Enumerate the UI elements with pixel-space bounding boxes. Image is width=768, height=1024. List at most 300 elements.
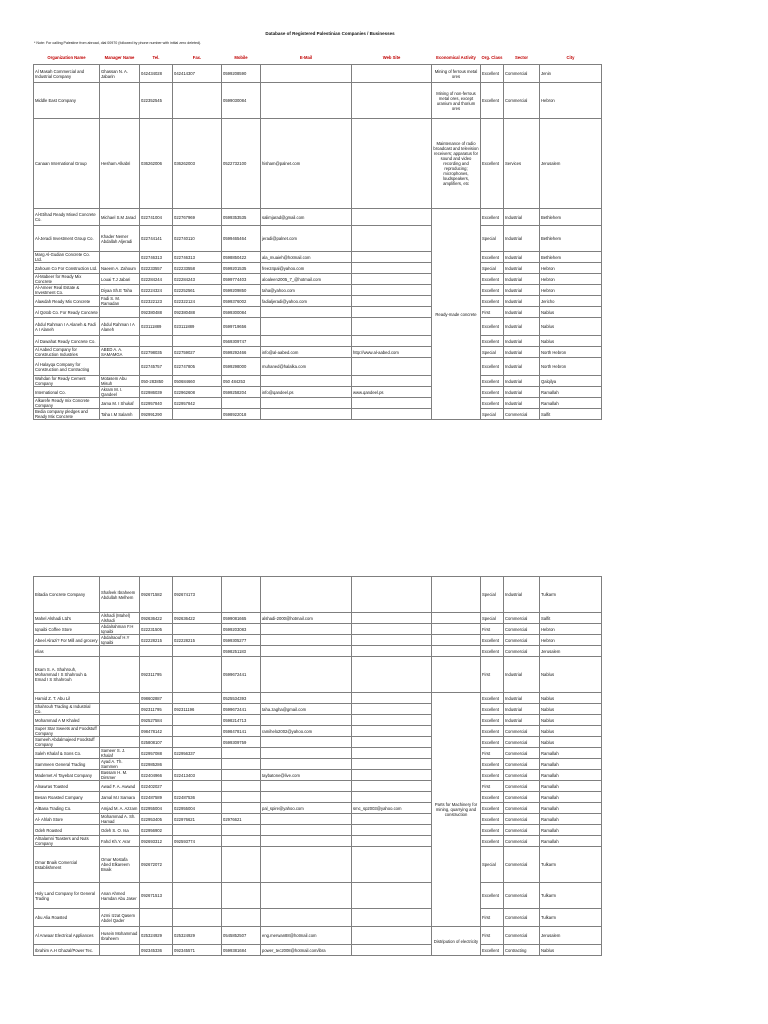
cell-email [261,646,352,657]
cell-fax: 092636422 [173,613,222,624]
cell-city: Tulkarm [540,883,602,909]
cell-fax: 025324929 [173,927,222,945]
cell-website [352,657,432,693]
cell-tel: 022741004 [140,209,173,226]
cell-website [352,285,432,296]
cell-tel: 042434028 [140,65,173,83]
cell-email: hisham@palnet.com [261,119,352,209]
cell-mobile [222,781,261,792]
cell-tel: 022402027 [140,781,173,792]
cell-manager-name: Husein Mohammad Ibraheem [100,927,140,945]
col-city: City [566,54,575,60]
cell-fax [173,781,222,792]
table-row [34,945,602,956]
cell-org-name: Alkarefe Ready mix Concrete Company [34,398,100,409]
cell-fax: 022746313 [173,252,222,263]
cell-website [352,274,432,285]
table-row [34,635,602,646]
cell-fax: 036262003 [173,119,222,209]
cell-org-class: Excellent [481,737,504,748]
cell-mobile [222,748,261,759]
cell-sector: Commercial [504,759,540,770]
cell-city: Jerusalem [540,646,602,657]
cell-org-class: Excellent [481,65,504,83]
cell-org-name: Al-Mabeer for Ready Mix Concrete [34,274,100,285]
cell-org-name: Hamid Z. T. Abu Lil [34,693,100,704]
cell-mobile: 0598850422 [222,252,261,263]
table-row [34,715,602,726]
cell-manager-name: Amjad M. A. Azzam [100,803,140,814]
cell-email [261,825,352,836]
cell-sector: Commercial [504,748,540,759]
cell-manager-name [100,715,140,726]
cell-manager-name [100,358,140,376]
cell-mobile: 0598922018 [222,409,261,420]
cell-city: North Hebron [540,358,602,376]
cell-org-class: Excellent [481,83,504,119]
cell-org-name: Al-Jeradi Investment Group Co. [34,226,100,252]
cell-org-class: Excellent [481,387,504,398]
cell-city: Hebron [540,274,602,285]
cell-fax: 022233558 [173,263,222,274]
table-row [34,814,602,825]
cell-website [352,781,432,792]
cell-org-class: Special [481,409,504,420]
cell-org-name: Mohammad A M Khaled [34,715,100,726]
table-row [34,387,602,398]
cell-manager-name: ABED A. A. SAMAMGA [100,347,140,358]
table-row [34,624,602,635]
cell-email: jeradi@palnet.com [261,226,352,252]
cell-website [352,646,432,657]
cell-sector: Industrial [504,318,540,336]
cell-website [352,945,432,956]
cell-org-name: Besan Roasted Company [34,792,100,803]
cell-website [352,307,432,318]
cell-manager-name: Abdalraouf H.Y Iqnaibi [100,635,140,646]
cell-city: Bethlehem [540,252,602,263]
cell-email: aloaleen2005_7_@hotmail.com [261,274,352,285]
cell-email [261,318,352,336]
cell-website [352,624,432,635]
cell-tel: 022746313 [140,252,173,263]
col-website: Web Site [382,54,401,60]
cell-tel: 022231505 [140,624,173,635]
cell-mobile: 050 484253 [222,376,261,387]
cell-email [261,577,352,613]
cell-city: Tulkarm [540,909,602,927]
cell-org-class: First [481,927,504,945]
cell-mobile [222,792,261,803]
cell-email [261,909,352,927]
cell-org-class: First [481,909,504,927]
cell-sector: Commercial [504,65,540,83]
table-row [34,836,602,847]
cell-tel [140,646,173,657]
cell-manager-name [100,336,140,347]
table-row [34,825,602,836]
cell-tel: 022956902 [140,825,173,836]
cell-email [261,336,352,347]
cell-mobile [222,883,261,909]
table-row [34,759,602,770]
cell-website [352,613,432,624]
cell-email: ramihelo2002@yahoo.com [261,726,352,737]
cell-sector: Commercial [504,825,540,836]
cell-city: Hebron [540,635,602,646]
cell-mobile: 0599774403 [222,274,261,285]
cell-org-name: Canaan International Group [34,119,100,209]
cell-sector: Industrial [504,336,540,347]
cell-email [261,65,352,83]
cell-website [352,759,432,770]
cell-org-class: First [481,307,504,318]
cell-fax: 092380488 [173,307,222,318]
cell-activity-merged: Distripution of electricity [432,927,481,956]
cell-manager-name: Odeh S. O. Isa [100,825,140,836]
cell-sector: Industrial [504,358,540,376]
cell-activity: Mining of ferrous metal ores [432,65,481,83]
cell-website [352,770,432,781]
cell-activity-merged: Ready-made concrete [432,209,481,420]
cell-org-name: Abdul Rahman I A Alaneh & Fadi A I Alaneh [34,318,100,336]
cell-email [261,847,352,883]
table-row [34,398,602,409]
cell-tel: 092671513 [140,883,173,909]
cell-sector: Commercial [504,737,540,748]
cell-sector: Industrial [504,263,540,274]
cell-org-class: Excellent [481,693,504,704]
cell-city: Ramallah [540,825,602,836]
cell-tel: 022224324 [140,285,173,296]
cell-tel: 092636422 [140,613,173,624]
cell-sector: Commercial [504,814,540,825]
cell-org-name: Sammeen General Trading [34,759,100,770]
cell-sector: Industrial [504,347,540,358]
table-row [34,748,602,759]
table-row [34,704,602,715]
cell-website: www.qandeel.ps [352,387,432,398]
cell-sector: Industrial [504,577,540,613]
cell-email: taha@yahoo.com [261,285,352,296]
cell-website [352,737,432,748]
cell-sector: Commercial [504,613,540,624]
cell-activity [432,635,481,646]
cell-website [352,635,432,646]
cell-city: Ramallah [540,387,602,398]
cell-tel: 098478142 [140,726,173,737]
cell-manager-name [100,737,140,748]
cell-fax: 022976621 [173,814,222,825]
cell-manager-name: Fahd Kh.Y. Arar [100,836,140,847]
cell-mobile [222,836,261,847]
cell-fax [173,409,222,420]
cell-email: eng.merwan88@hotmail.com [261,927,352,945]
cell-org-class: Excellent [481,252,504,263]
cell-tel: 092693312 [140,836,173,847]
cell-tel: 022404966 [140,770,173,781]
cell-email [261,737,352,748]
cell-email [261,792,352,803]
cell-tel: 022957840 [140,398,173,409]
cell-tel: 098602887 [140,693,173,704]
cell-fax [173,83,222,119]
table-row [34,285,602,296]
cell-org-name: Al-Etihad Ready Mixed Concrete Co. [34,209,100,226]
cell-org-class: Excellent [481,646,504,657]
cell-tel: 036262006 [140,119,173,209]
cell-manager-name: Awad F. A. Awwad [100,781,140,792]
cell-sector: Industrial [504,693,540,704]
table-row [34,252,602,263]
cell-city: Nablus [540,704,602,715]
cell-fax [173,759,222,770]
cell-tel: 050-283850 [140,376,173,387]
cell-tel: 092991290 [140,409,173,420]
cell-fax: 022955004 [173,803,222,814]
cell-org-name: Alawdah Ready Mix Concrete [34,296,100,307]
cell-org-name: Iqnaibi Coffee Store [34,624,100,635]
col-email: E-Mail [299,54,313,60]
cell-tel: 022233557 [140,263,173,274]
table-row [34,909,602,927]
table-row [34,613,602,624]
cell-fax [173,883,222,909]
cell-city: Ramallah [540,770,602,781]
document-header [0,0,768,50]
table-row [34,376,602,387]
cell-manager-name [100,307,140,318]
companies-table-section-2 [33,576,602,956]
table-row [34,209,602,226]
cell-city: Hebron [540,263,602,274]
cell-email: power_tec2008@hotmail.com/ibra [261,945,352,956]
cell-sector: Industrial [504,376,540,387]
table-row [34,726,602,737]
cell-city: Jerusalem [540,927,602,945]
cell-fax: 042414307 [173,65,222,83]
cell-org-class: Excellent [481,119,504,209]
cell-org-name: Esam S. A. Shahrouh, Mohammad I S Shahrouh & Emad I S Shahrouh [34,657,100,693]
cell-city: Nablus [540,336,602,347]
cell-website [352,318,432,336]
col-manager: Manager Name [104,54,135,60]
cell-manager-name [100,704,140,715]
cell-fax: 022413403 [173,770,222,781]
cell-mobile: 0545852507 [222,927,261,945]
cell-sector: Commercial [504,927,540,945]
cell-manager-name: Sameer S. J. Khalaf [100,748,140,759]
cell-org-name: International Co. [34,387,100,398]
cell-sector: Commercial [504,770,540,781]
cell-website [352,296,432,307]
cell-manager-name: Ghassan N. A. Jabarin [100,65,140,83]
cell-mobile: 0522732100 [222,119,261,209]
table-row [34,347,602,358]
cell-sector: Industrial [504,387,540,398]
cell-sector: Industrial [504,657,540,693]
cell-manager-name: Abdul Rahman I A Alaneh [100,318,140,336]
cell-sector: Commercial [504,726,540,737]
cell-mobile: 0599353535 [222,209,261,226]
cell-tel: 022284244 [140,274,173,285]
cell-manager-name: Fadi S. M. Ramadan [100,296,140,307]
cell-website: smc_sp2003@yahoo.com [352,803,432,814]
cell-fax [173,624,222,635]
cell-fax: 022962608 [173,387,222,398]
cell-sector: Industrial [504,398,540,409]
col-activity: Economical Activity [436,54,476,60]
cell-email [261,83,352,119]
cell-org-name: Omar Bnaik Comercial Establishment [34,847,100,883]
cell-website: http://www.al-aabed.com [352,347,432,358]
cell-city: Jerusalem [540,119,602,209]
cell-email [261,409,352,420]
cell-sector: Contracting [504,945,540,956]
cell-tel: 022985286 [140,759,173,770]
cell-website [352,927,432,945]
cell-sector: Industrial [504,226,540,252]
cell-org-class: Excellent [481,358,504,376]
table-row [34,409,602,420]
cell-mobile: 0598478141 [222,726,261,737]
cell-org-class: First [481,624,504,635]
cell-website [352,693,432,704]
cell-activity [432,577,481,613]
companies-table-section-1 [33,50,602,420]
table-row [34,737,602,748]
cell-org-name: Bedia company pledges and Ready Mix Concrete [34,409,100,420]
cell-manager-name: Ayad A. Th. Sammen [100,759,140,770]
cell-tel: 022322123 [140,296,173,307]
cell-mobile: 0599298000 [222,358,261,376]
cell-website [352,263,432,274]
cell-city: Hebron [540,285,602,296]
cell-fax: 022767969 [173,209,222,226]
cell-city: North Hebron [540,347,602,358]
cell-manager-name [100,252,140,263]
cell-website [352,748,432,759]
cell-mobile [222,909,261,927]
cell-manager-name: Jama M. I Shukaf [100,398,140,409]
cell-org-class: Special [481,847,504,883]
cell-website [352,814,432,825]
cell-mobile [222,398,261,409]
cell-org-name: elias [34,646,100,657]
cell-org-class: Excellent [481,336,504,347]
cell-city: Qalqilya [540,376,602,387]
table-row [34,847,602,883]
cell-sector: Industrial [504,704,540,715]
cell-tel: 022953405 [140,814,173,825]
cell-activity-merged: Parts for Machinery for mining, quarrying and construction [432,693,481,927]
cell-sector: Commercial [504,836,540,847]
cell-mobile: 0599465464 [222,226,261,252]
cell-org-class: Excellent [481,836,504,847]
cell-org-class: Excellent [481,274,504,285]
table-row [34,646,602,657]
cell-website [352,883,432,909]
cell-email: free24pal@yahoo.com [261,263,352,274]
cell-tel: 022744141 [140,226,173,252]
cell-fax: 022957842 [173,398,222,409]
cell-website [352,358,432,376]
cell-mobile: 0569309747 [222,336,261,347]
cell-org-class: Special [481,226,504,252]
cell-tel: 025808107 [140,737,173,748]
cell-fax: 092593774 [173,836,222,847]
cell-sector: Commercial [504,909,540,927]
cell-org-name: Bitadia Concrete Company [34,577,100,613]
table-row [34,65,602,83]
cell-sector: Commercial [504,635,540,646]
cell-email: info@al-aabed.com [261,347,352,358]
cell-city: Nablus [540,657,602,693]
cell-fax: 022747805 [173,358,222,376]
cell-mobile: 0599209850 [222,285,261,296]
cell-manager-name: Hesham Alkabri [100,119,140,209]
cell-email [261,657,352,693]
cell-website [352,577,432,613]
cell-org-name: Al Masah Commercial and Industrial Company [34,65,100,83]
cell-email: pal_spire@yahoo.com [261,803,352,814]
cell-mobile: 0599381684 [222,945,261,956]
cell-fax [173,909,222,927]
cell-mobile [222,847,261,883]
cell-org-name: AlSalamni Toasters and Nuts Company [34,836,100,847]
cell-manager-name: Shafeek Ibraheem Abdullah Melhem [100,577,140,613]
table-row [34,274,602,285]
cell-fax: 050684660 [173,376,222,387]
cell-tel: 022352545 [140,83,173,119]
cell-org-name: Saleh Khalaf & Sons Co. [34,748,100,759]
cell-manager-name: Azmi Izzat Qasem Abdel Qader [100,909,140,927]
cell-tel: 022957088 [140,748,173,759]
cell-org-name: Wahdan for Ready Cement Company [34,376,100,387]
table-row [34,358,602,376]
cell-city: Ramallah [540,398,602,409]
cell-org-class: Excellent [481,296,504,307]
cell-fax: 092311196 [173,704,222,715]
table-row [34,781,602,792]
cell-org-name: Marg Al-Gudian Concrete Co. Ltd. [34,252,100,263]
cell-website [352,209,432,226]
table-row [34,693,602,704]
cell-manager-name [100,657,140,693]
cell-org-class: Special [481,577,504,613]
table-row [34,119,602,209]
cell-org-class: Excellent [481,770,504,781]
cell-tel: 022487589 [140,792,173,803]
cell-website [352,376,432,387]
cell-manager-name: Akram M. I. Qandeel [100,387,140,398]
cell-email [261,748,352,759]
cell-mobile: 0525534393 [222,693,261,704]
cell-org-class: Excellent [481,398,504,409]
cell-manager-name [100,83,140,119]
cell-tel: 022798035 [140,347,173,358]
cell-manager-name: Anan Ahmed Hamdan Abu Jaser [100,883,140,909]
cell-org-class: Excellent [481,825,504,836]
cell-email [261,781,352,792]
cell-org-name: Alnawras Toasted [34,781,100,792]
col-mobile: Mobile [234,54,248,60]
cell-website [352,65,432,83]
cell-org-name: Ibrahim A.H Ghazal/Power Tec. [34,945,100,956]
cell-fax: 023111889 [173,318,222,336]
cell-manager-name: Naeem A. Zahoum [100,263,140,274]
cell-sector: Commercial [504,624,540,635]
